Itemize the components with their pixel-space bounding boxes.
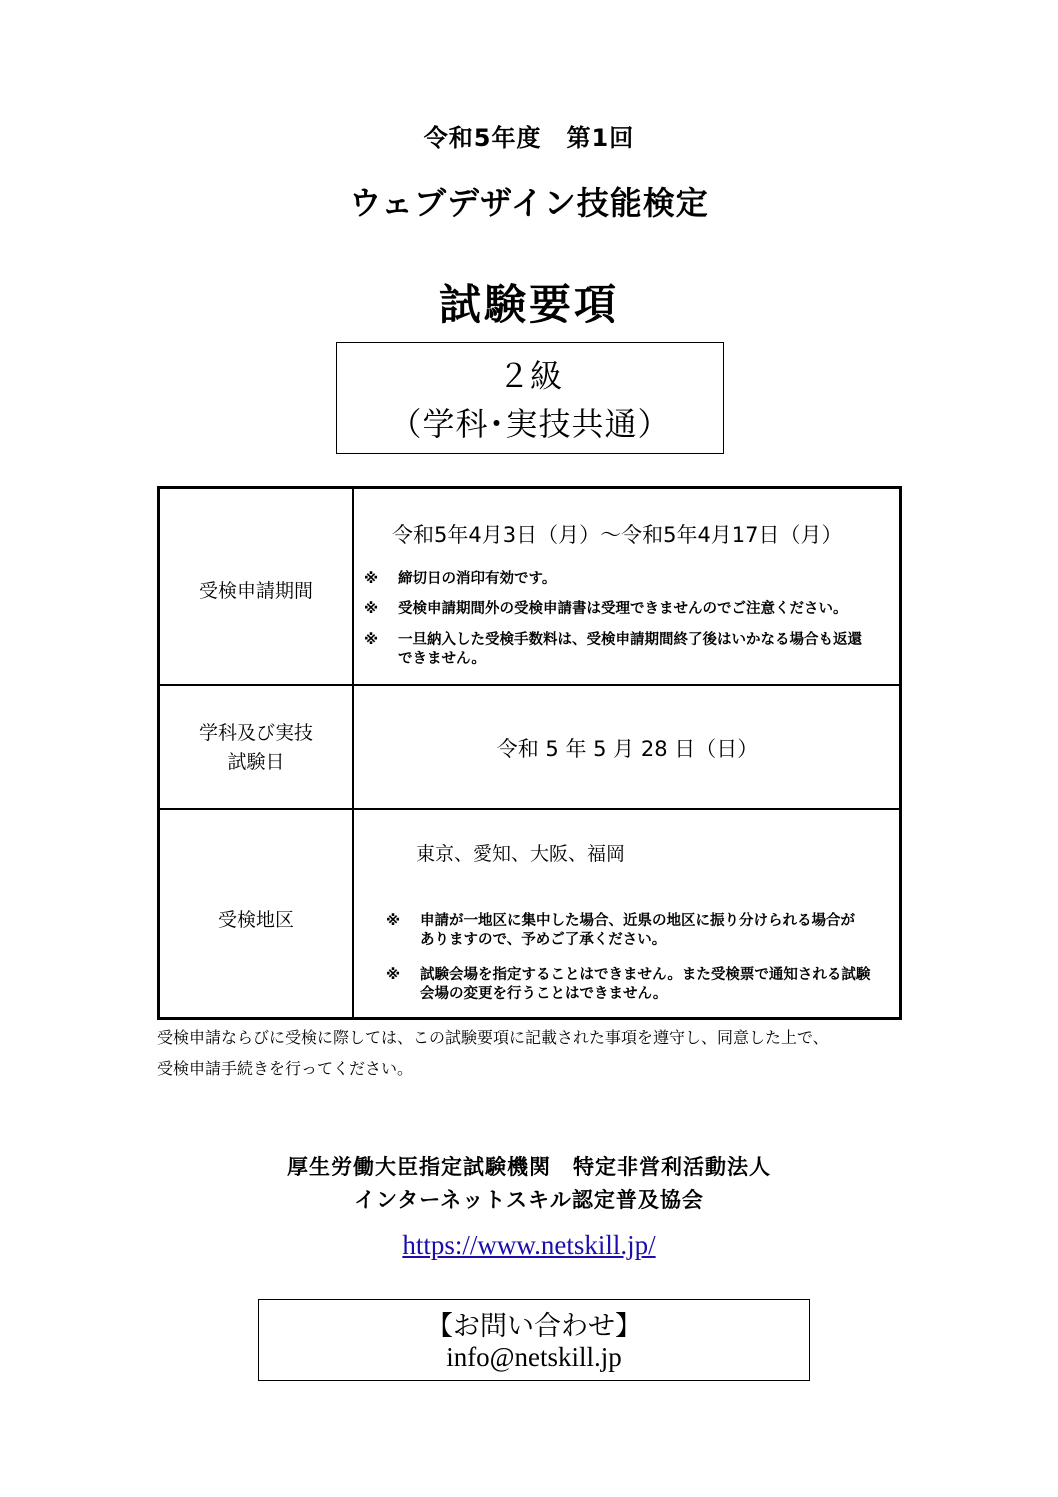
grade-scope: （学科･実技共通）	[389, 405, 671, 443]
note-text: ありますので、予めご了承ください。	[420, 932, 667, 948]
note-mark: ※	[364, 601, 379, 617]
exam-date-value: 令和 5 年 5 月 28 日（日）	[496, 737, 759, 761]
exam-region-areas: 東京、愛知、大阪、福岡	[416, 843, 626, 865]
note-text: 一旦納入した受検手数料は、受検申請期間終了後はいかなる場合も返還	[398, 632, 862, 648]
note-mark: ※	[364, 571, 379, 587]
grade-level: ２級	[497, 357, 562, 395]
exam-info-table	[157, 486, 902, 1020]
note-mark: ※	[364, 632, 379, 648]
table-row-divider	[160, 808, 899, 810]
organization-designation: 厚生労働大臣指定試験機関 特定非営利活動法人	[287, 1155, 771, 1179]
organization-url-link[interactable]: https://www.netskill.jp/	[402, 1230, 656, 1260]
agreement-line: 受検申請ならびに受検に際しては、この試験要項に記載された事項を遵守し、同意した上で、	[157, 1028, 829, 1047]
grade-box	[336, 342, 724, 454]
contact-email[interactable]: info@netskill.jp	[446, 1342, 622, 1372]
note-mark: ※	[386, 967, 401, 983]
note-text: 締切日の消印有効です。	[398, 571, 557, 587]
note-text: 受検申請期間外の受検申請書は受理できませんのでご注意ください。	[398, 601, 848, 617]
note-text: 申請が一地区に集中した場合、近県の地区に振り分けられる場合が	[420, 913, 855, 929]
exam-year-round: 令和5年度 第1回	[423, 124, 635, 152]
note-text: 会場の変更を行うことはできません。	[420, 986, 668, 1002]
agreement-line: 受検申請手続きを行ってください。	[157, 1059, 414, 1078]
note-text: できません。	[398, 651, 486, 667]
exam-name: ウェブデザイン技能検定	[349, 184, 709, 222]
agreement-notice	[157, 1022, 907, 1084]
document-title: 試験要項	[438, 280, 619, 329]
exam-date-label-line1: 学科及び実技	[198, 722, 313, 744]
note-mark: ※	[386, 913, 401, 929]
organization-name: インターネットスキル認定普及協会	[354, 1188, 704, 1212]
note-text: 試験会場を指定することはできません。また受検票で通知される試験	[420, 967, 871, 983]
exam-region-label: 受検地区	[217, 909, 294, 931]
table-row-divider	[160, 684, 899, 686]
contact-title: 【お問い合わせ】	[426, 1311, 642, 1341]
contact-box	[258, 1299, 810, 1381]
application-period-label: 受検申請期間	[198, 580, 313, 602]
application-period-dates: 令和5年4月3日（月）～令和5年4月17日（月）	[392, 523, 843, 547]
exam-date-label-line2: 試験日	[227, 751, 285, 773]
